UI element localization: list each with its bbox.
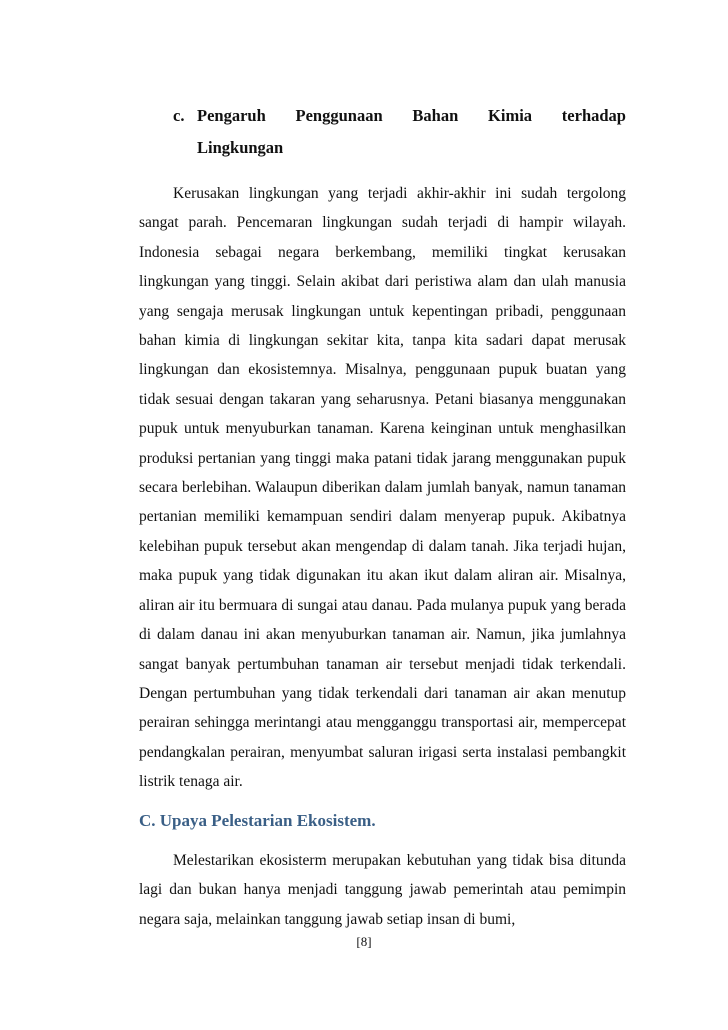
subsection-title-line1 — [197, 100, 626, 132]
page-number: [8] — [356, 934, 372, 949]
subsection-title-word: Pengaruh — [197, 106, 266, 125]
subsection-title-word: Kimia — [488, 106, 533, 125]
subsection-marker: c. — [173, 106, 185, 125]
subsection-title-word: terhadap — [561, 106, 626, 125]
body-paragraph-1: Kerusakan lingkungan yang terjadi akhir-akhir ini sudah tergolong sangat parah. Pencemaran lingkungan sudah terjadi di hampir wilayah. Indonesia sebagai negara berkembang, memiliki tingkat kerusakan lingkungan yang tinggi. Selain akibat dari peristiwa alam dan ulah manusia yang sengaja merusak lingkungan untuk kepentingan pribadi, penggunaan bahan kimia di lingkungan sekitar kita, tanpa kita sadari dapat merusak lingkungan dan ekosistemnya. Misalnya, penggunaan pupuk buatan yang tidak sesuai dengan takaran yang seharusnya. Petani biasanya menggunakan pupuk untuk menyuburkan tanaman. Karena keinginan untuk menghasilkan produksi pertanian yang tinggi maka patani tidak jarang menggunakan pupuk secara berlebihan. Walaupun diberikan dalam jumlah banyak, namun tanaman pertanian memiliki kemampuan sendiri dalam menyerap pupuk. Akibatnya kelebihan pupuk tersebut akan mengendap di dalam tanah. Jika terjadi hujan, maka pupuk yang tidak digunakan itu akan ikut dalam aliran air. Misalnya, aliran air itu bermuara di sungai atau danau. Pada mulanya pupuk yang berada di dalam danau ini akan menyuburkan tanaman air. Namun, jika jumlahnya sangat banyak pertumbuhan tanaman air tersebut menjadi tidak terkendali. Dengan pertumbuhan yang tidak terkendali dari tanaman air akan menutup perairan sehingga merintangi atau mengganggu transportasi air, mempercepat pendangkalan perairan, menyumbat saluran irigasi serta instalasi pembangkit listrik tenaga air. — [139, 185, 626, 791]
subsection-title-word: Bahan — [412, 106, 459, 125]
subsection-title-line2: Lingkungan — [197, 138, 284, 157]
section-heading: C. Upaya Pelestarian Ekosistem. — [139, 811, 376, 830]
body-paragraph-2: Melestarikan ekosisterm merupakan kebutuhan yang tidak bisa ditunda lagi dan bukan hanya menjadi tanggung jawab pemerintah atau pemimpin negara saja, melainkan tanggung jawab setiap insan di bumi, — [139, 852, 626, 928]
subsection-title-word: Penggunaan — [295, 106, 383, 125]
